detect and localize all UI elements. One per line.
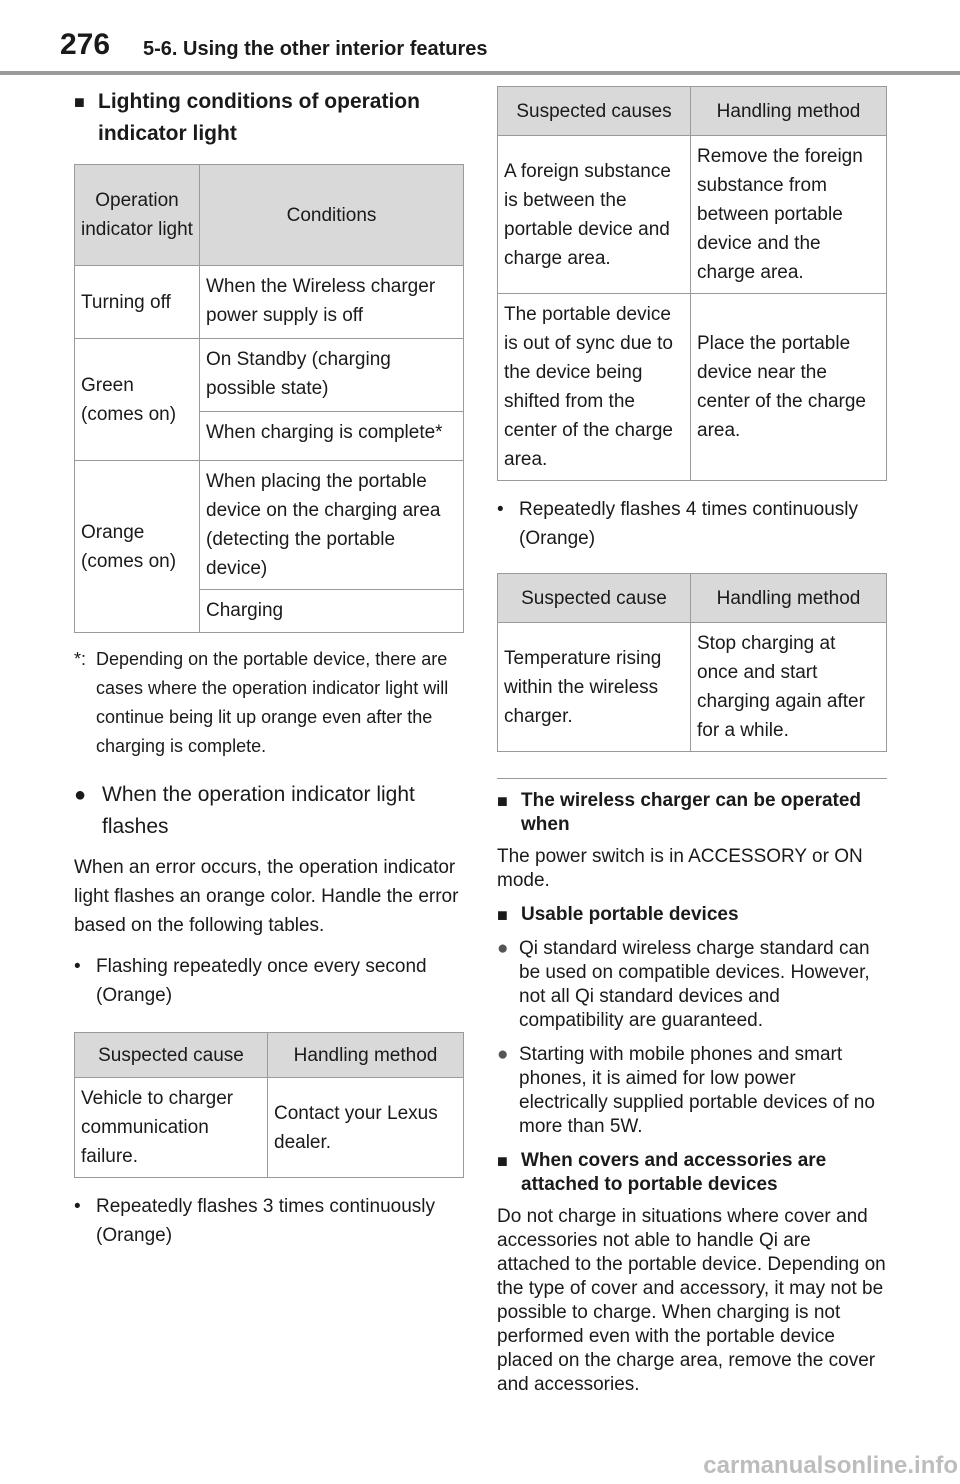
table-row: Turning off When the Wireless charger power supply is off (75, 266, 464, 339)
page-number: 276 (60, 28, 111, 61)
flash-three-table (497, 86, 887, 481)
right-column (497, 86, 887, 1397)
table-header: Handling method (691, 87, 887, 136)
table-header: Conditions (200, 165, 464, 266)
notes-divider (497, 778, 887, 779)
table-row: When charging is complete* (75, 412, 464, 461)
flash-four-table (497, 573, 887, 752)
lighting-heading: ■ Lighting conditions of operation indicator light (74, 86, 464, 150)
list-item: ● Starting with mobile phones and smart phones, it is aimed for low power electrically supplied portable devices of no more than 5W. (497, 1044, 875, 1137)
table-header: Suspected causes (498, 87, 691, 136)
note-text: The power switch is in ACCESSORY or ON mode. (497, 846, 863, 891)
note-heading-operation: ■ The wireless charger can be operated when (497, 790, 862, 835)
square-bullet-icon: ■ (497, 791, 508, 811)
lighting-conditions-table (74, 164, 464, 633)
bullet-dot-icon: ● (497, 938, 509, 959)
table-header: Handling method (268, 1033, 464, 1078)
footnote: *: Depending on the portable device, there are cases where the operation indicator light will continue being lit up orange even after the charging is complete. (74, 649, 449, 756)
page-header (0, 0, 960, 76)
section-title: 5-6. Using the other interior features (143, 38, 488, 60)
list-item: • Repeatedly flashes 4 times continuously (Orange) (497, 499, 859, 549)
table-header: Suspected cause (498, 574, 691, 623)
flash-intro: When an error occurs, the operation indicator light flashes an orange color. Handle the error based on the following tables. (74, 857, 459, 936)
list-item: • Flashing repeatedly once every second (Orange) (74, 956, 427, 1006)
table-row: Vehicle to charger communication failure. Contact your Lexus dealer. (75, 1078, 464, 1178)
table-row: Orange (comes on) When placing the portable device on the charging area (detecting the portable device) (75, 461, 464, 590)
table-row: Green (comes on) On Standby (charging possible state) (75, 339, 464, 412)
note-text: Do not charge in situations where cover and accessories not able to handle Qi are attached to the portable device. Depending on the type of cover and accessory, it may not be possible to charge. When charging is not performed even with the portable device placed on the charge area, remove the cover and accessories. (497, 1206, 886, 1395)
square-bullet-icon: ■ (497, 1151, 508, 1171)
flash-once-table (74, 1032, 464, 1178)
note-heading-devices: ■ Usable portable devices (497, 904, 739, 925)
table-row: Temperature rising within the wireless charger. Stop charging at once and start charging again after for a while. (498, 623, 887, 752)
bullet-dot-icon: ● (74, 784, 87, 806)
table-row: Charging (75, 590, 464, 633)
table-header: Handling method (691, 574, 887, 623)
square-bullet-icon: ■ (497, 905, 508, 925)
left-column (74, 86, 464, 1250)
list-item: ● Qi standard wireless charge standard can be used on compatible devices. However, not all Qi standard devices and compatibility are guaranteed. (497, 938, 870, 1031)
note-heading-covers: ■ When covers and accessories are attached to portable devices (497, 1150, 827, 1195)
table-header: Suspected cause (75, 1033, 268, 1078)
bullet-dot-icon: ● (497, 1044, 509, 1065)
table-header: Operation indicator light (75, 165, 200, 266)
header-rule (0, 71, 960, 75)
watermark: carmanualsonline.info (703, 1452, 958, 1479)
flash-heading: ● When the operation indicator light flashes (74, 779, 464, 843)
list-item: • Repeatedly flashes 3 times continuously (Orange) (74, 1196, 436, 1246)
table-row: The portable device is out of sync due to the device being shifted from the center of the charge area. Place the portable device near the center of the charge area. (498, 294, 887, 481)
table-row: A foreign substance is between the portable device and charge area. Remove the foreign substance from between portable device and the charge area. (498, 136, 887, 294)
square-bullet-icon: ■ (74, 92, 85, 112)
